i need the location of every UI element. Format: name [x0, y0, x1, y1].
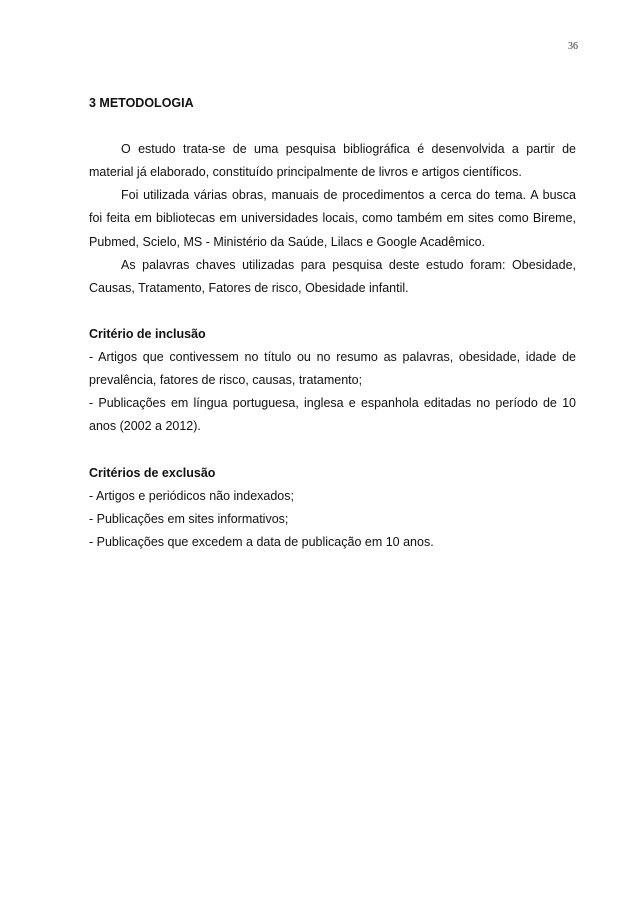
spacer [89, 438, 576, 461]
paragraph-3: As palavras chaves utilizadas para pesquisa deste estudo foram: Obesidade, Causas, Tratamento, Fatores de risco, Obesidade infantil. [89, 257, 576, 295]
exclusion-item-3: - Publicações que excedem a data de publicação em 10 anos. [89, 534, 434, 549]
spacer [89, 115, 576, 138]
exclusion-item-1: - Artigos e periódicos não indexados; [89, 488, 294, 503]
inclusion-item-1: - Artigos que contivessem no título ou no resumo as palavras, obesidade, idade de prevalência, fatores de risco, causas, tratamento; [89, 350, 576, 388]
document-body [89, 92, 576, 554]
page-number: 36 [568, 41, 578, 52]
paragraph-2: Foi utilizada várias obras, manuais de procedimentos a cerca do tema. A busca foi feita em bibliotecas em universidades locais, como também em sites como Bireme, Pubmed, Scielo, MS - Ministério da Saúde, Lilacs e Google Acadêmico. [89, 188, 576, 249]
inclusion-criteria-title: Critério de inclusão [89, 326, 206, 341]
exclusion-criteria-title: Critérios de exclusão [89, 465, 216, 480]
spacer [89, 300, 576, 323]
exclusion-item-2: - Publicações em sites informativos; [89, 511, 289, 526]
section-title: 3 METODOLOGIA [89, 96, 194, 110]
inclusion-item-2: - Publicações em língua portuguesa, inglesa e espanhola editadas no período de 10 anos (2002 a 2012). [89, 396, 576, 434]
paragraph-1: O estudo trata-se de uma pesquisa bibliográfica é desenvolvida a partir de material já elaborado, constituído principalmente de livros e artigos científicos. [89, 142, 576, 180]
